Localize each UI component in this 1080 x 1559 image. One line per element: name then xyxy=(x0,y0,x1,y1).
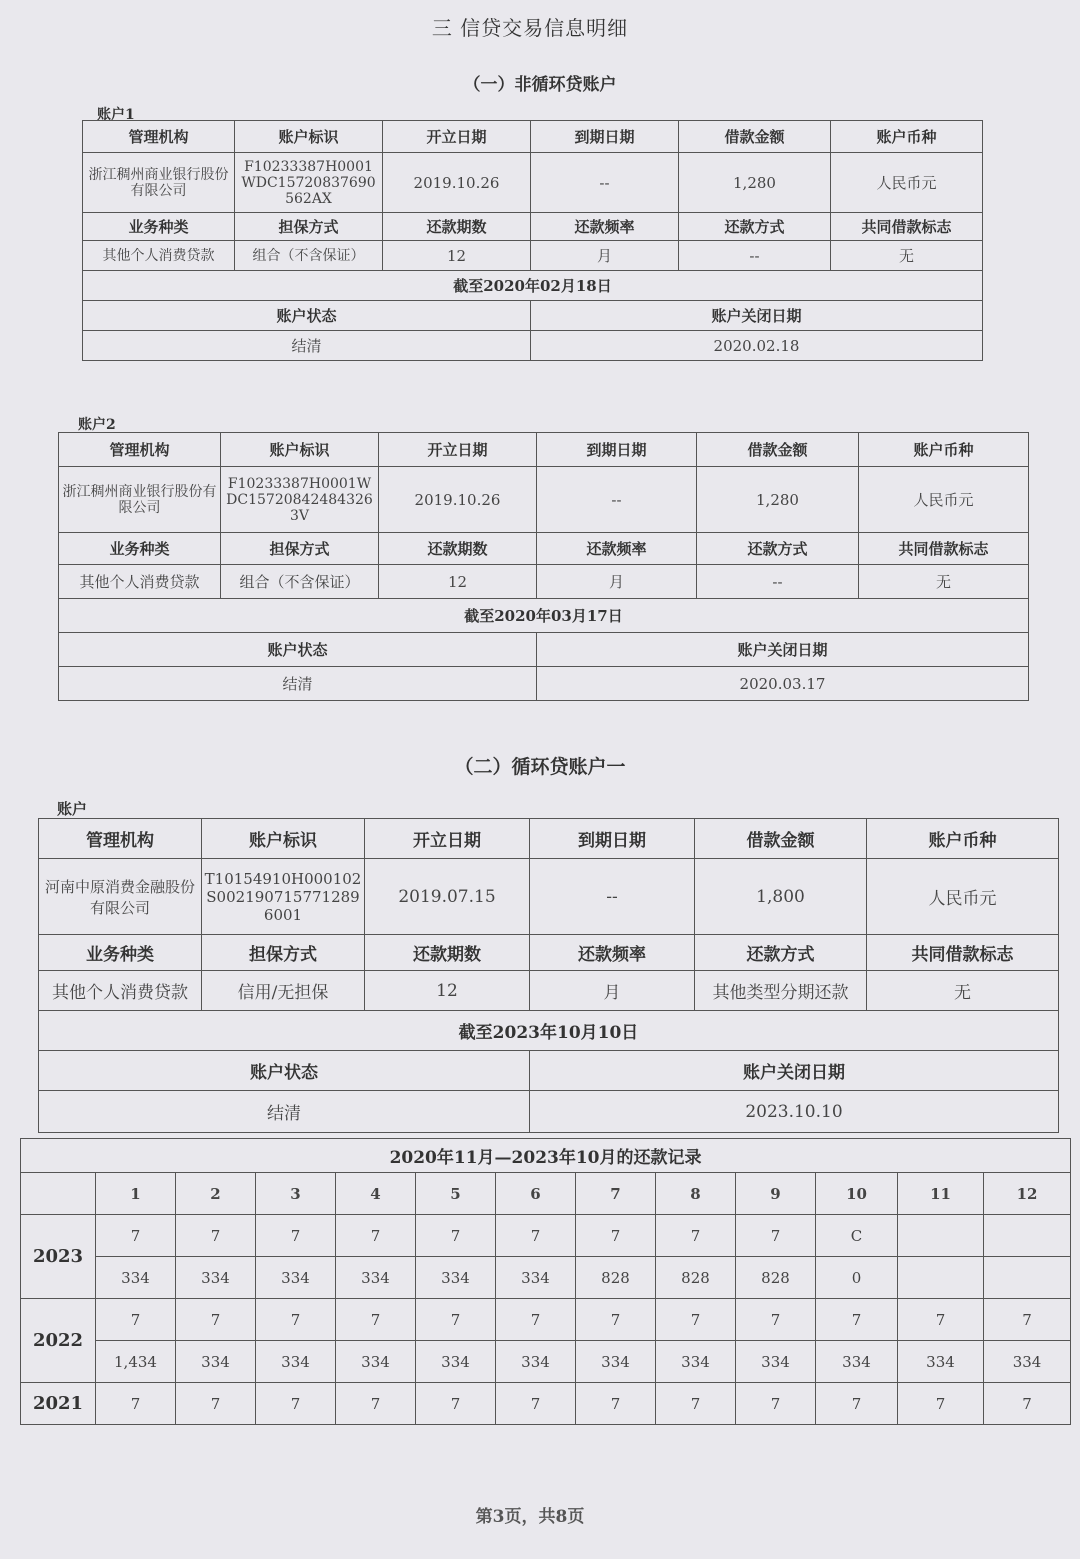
due-date-value: -- xyxy=(537,467,697,533)
business-type-value: 其他个人消费贷款 xyxy=(59,565,221,599)
status-value: 结清 xyxy=(39,1091,530,1133)
status-cell: 7 xyxy=(416,1299,496,1341)
page-number: 第3页，共8页 xyxy=(475,1507,585,1527)
guarantee-value: 组合（不含保证） xyxy=(235,241,383,271)
due-date-value: -- xyxy=(530,859,695,935)
header-joint: 共同借款标志 xyxy=(831,213,983,241)
open-date-value: 2019.07.15 xyxy=(365,859,530,935)
status-cell: 7 xyxy=(736,1215,816,1257)
month-header: 8 xyxy=(656,1173,736,1215)
month-header: 3 xyxy=(256,1173,336,1215)
header-currency: 账户币种 xyxy=(859,433,1029,467)
status-cell: 7 xyxy=(576,1383,656,1425)
due-date-value: -- xyxy=(531,153,679,213)
amount-cell: 0 xyxy=(816,1257,898,1299)
status-value: 结清 xyxy=(59,667,537,701)
header-id: 账户标识 xyxy=(202,819,365,859)
status-cell: 7 xyxy=(496,1383,576,1425)
status-value: 结清 xyxy=(83,331,531,361)
header-org: 管理机构 xyxy=(83,121,235,153)
close-date-value: 2023.10.10 xyxy=(530,1091,1059,1133)
periods-value: 12 xyxy=(365,971,530,1011)
header-joint: 共同借款标志 xyxy=(859,533,1029,565)
month-header: 9 xyxy=(736,1173,816,1215)
header-close-date: 账户关闭日期 xyxy=(531,301,983,331)
amount-cell xyxy=(984,1257,1071,1299)
status-cell xyxy=(898,1215,984,1257)
month-header: 5 xyxy=(416,1173,496,1215)
status-cell: 7 xyxy=(736,1383,816,1425)
header-close-date: 账户关闭日期 xyxy=(530,1051,1059,1091)
header-method: 还款方式 xyxy=(679,213,831,241)
month-header: 11 xyxy=(898,1173,984,1215)
header-amount: 借款金额 xyxy=(679,121,831,153)
header-open-date: 开立日期 xyxy=(365,819,530,859)
header-status: 账户状态 xyxy=(39,1051,530,1091)
month-header: 7 xyxy=(576,1173,656,1215)
joint-value: 无 xyxy=(859,565,1029,599)
as-of-date: 截至2023年10月10日 xyxy=(39,1011,1059,1051)
status-cell: 7 xyxy=(336,1215,416,1257)
header-business-type: 业务种类 xyxy=(59,533,221,565)
header-guarantee: 担保方式 xyxy=(202,935,365,971)
amount-cell: 1,434 xyxy=(96,1341,176,1383)
month-header: 4 xyxy=(336,1173,416,1215)
header-guarantee: 担保方式 xyxy=(235,213,383,241)
account-table xyxy=(82,120,983,361)
method-value: 其他类型分期还款 xyxy=(695,971,867,1011)
status-cell: 7 xyxy=(736,1299,816,1341)
header-frequency: 还款频率 xyxy=(530,935,695,971)
header-amount: 借款金额 xyxy=(697,433,859,467)
header-close-date: 账户关闭日期 xyxy=(537,633,1029,667)
periods-value: 12 xyxy=(383,241,531,271)
org-value: 河南中原消费金融股份有限公司 xyxy=(39,859,202,935)
amount-cell xyxy=(898,1257,984,1299)
section-title-revolving: （二）循环贷账户一 xyxy=(454,756,626,778)
guarantee-value: 信用/无担保 xyxy=(202,971,365,1011)
header-guarantee: 担保方式 xyxy=(221,533,379,565)
method-value: -- xyxy=(679,241,831,271)
header-due-date: 到期日期 xyxy=(531,121,679,153)
header-method: 还款方式 xyxy=(697,533,859,565)
account-id-value: F10233387H0001WDC157208424843263V xyxy=(221,467,379,533)
business-type-value: 其他个人消费贷款 xyxy=(83,241,235,271)
amount-cell: 828 xyxy=(576,1257,656,1299)
amount-cell: 334 xyxy=(816,1341,898,1383)
account-label: 账户1 xyxy=(97,107,135,123)
status-cell: 7 xyxy=(656,1383,736,1425)
status-cell: 7 xyxy=(656,1215,736,1257)
page-title: 三 信贷交易信息明细 xyxy=(431,16,629,40)
amount-cell: 828 xyxy=(656,1257,736,1299)
status-cell: 7 xyxy=(256,1383,336,1425)
header-amount: 借款金额 xyxy=(695,819,867,859)
periods-value: 12 xyxy=(379,565,537,599)
account-table xyxy=(58,432,1029,701)
open-date-value: 2019.10.26 xyxy=(379,467,537,533)
account-label: 账户 xyxy=(57,800,88,818)
amount-cell: 828 xyxy=(736,1257,816,1299)
header-periods: 还款期数 xyxy=(383,213,531,241)
month-header: 10 xyxy=(816,1173,898,1215)
header-frequency: 还款频率 xyxy=(531,213,679,241)
repayment-record-table xyxy=(20,1138,1071,1425)
status-cell: 7 xyxy=(96,1215,176,1257)
header-currency: 账户币种 xyxy=(831,121,983,153)
status-cell: 7 xyxy=(576,1299,656,1341)
amount-cell: 334 xyxy=(576,1341,656,1383)
amount-cell: 334 xyxy=(898,1341,984,1383)
status-cell: C xyxy=(816,1215,898,1257)
header-periods: 还款期数 xyxy=(365,935,530,971)
status-cell: 7 xyxy=(256,1215,336,1257)
year-label: 2021 xyxy=(21,1383,96,1425)
status-cell: 7 xyxy=(336,1299,416,1341)
status-cell: 7 xyxy=(576,1215,656,1257)
close-date-value: 2020.03.17 xyxy=(537,667,1029,701)
status-cell: 7 xyxy=(496,1215,576,1257)
month-header: 12 xyxy=(984,1173,1071,1215)
header-due-date: 到期日期 xyxy=(530,819,695,859)
amount-cell: 334 xyxy=(256,1341,336,1383)
as-of-date: 截至2020年03月17日 xyxy=(59,599,1029,633)
joint-value: 无 xyxy=(831,241,983,271)
close-date-value: 2020.02.18 xyxy=(531,331,983,361)
status-cell: 7 xyxy=(656,1299,736,1341)
status-cell: 7 xyxy=(898,1299,984,1341)
status-cell: 7 xyxy=(176,1383,256,1425)
amount-cell: 334 xyxy=(416,1257,496,1299)
as-of-date: 截至2020年02月18日 xyxy=(83,271,983,301)
amount-cell: 334 xyxy=(256,1257,336,1299)
account-label: 账户2 xyxy=(78,417,116,433)
header-id: 账户标识 xyxy=(235,121,383,153)
guarantee-value: 组合（不含保证） xyxy=(221,565,379,599)
amount-cell: 334 xyxy=(176,1341,256,1383)
status-cell: 7 xyxy=(96,1299,176,1341)
header-org: 管理机构 xyxy=(59,433,221,467)
status-cell: 7 xyxy=(898,1383,984,1425)
status-cell: 7 xyxy=(416,1383,496,1425)
status-cell: 7 xyxy=(984,1383,1071,1425)
amount-cell: 334 xyxy=(336,1257,416,1299)
amount-cell: 334 xyxy=(656,1341,736,1383)
amount-value: 1,280 xyxy=(697,467,859,533)
status-cell: 7 xyxy=(984,1299,1071,1341)
header-status: 账户状态 xyxy=(59,633,537,667)
status-cell: 7 xyxy=(496,1299,576,1341)
business-type-value: 其他个人消费贷款 xyxy=(39,971,202,1011)
corner-cell xyxy=(21,1173,96,1215)
header-method: 还款方式 xyxy=(695,935,867,971)
header-frequency: 还款频率 xyxy=(537,533,697,565)
header-open-date: 开立日期 xyxy=(383,121,531,153)
header-periods: 还款期数 xyxy=(379,533,537,565)
account-table xyxy=(38,818,1059,1133)
amount-cell: 334 xyxy=(336,1341,416,1383)
method-value: -- xyxy=(697,565,859,599)
status-cell: 7 xyxy=(816,1299,898,1341)
account-id-value: F10233387H0001WDC15720837690562AX xyxy=(235,153,383,213)
amount-cell: 334 xyxy=(496,1341,576,1383)
amount-cell: 334 xyxy=(496,1257,576,1299)
header-business-type: 业务种类 xyxy=(83,213,235,241)
currency-value: 人民币元 xyxy=(831,153,983,213)
amount-cell: 334 xyxy=(984,1341,1071,1383)
frequency-value: 月 xyxy=(531,241,679,271)
status-cell: 7 xyxy=(176,1215,256,1257)
header-due-date: 到期日期 xyxy=(537,433,697,467)
repayment-record-title: 2020年11月—2023年10月的还款记录 xyxy=(21,1139,1071,1173)
amount-cell: 334 xyxy=(176,1257,256,1299)
org-value: 浙江稠州商业银行股份有限公司 xyxy=(59,467,221,533)
month-header: 1 xyxy=(96,1173,176,1215)
open-date-value: 2019.10.26 xyxy=(383,153,531,213)
amount-cell: 334 xyxy=(736,1341,816,1383)
joint-value: 无 xyxy=(867,971,1059,1011)
header-org: 管理机构 xyxy=(39,819,202,859)
org-value: 浙江稠州商业银行股份有限公司 xyxy=(83,153,235,213)
header-currency: 账户币种 xyxy=(867,819,1059,859)
amount-value: 1,800 xyxy=(695,859,867,935)
status-cell: 7 xyxy=(256,1299,336,1341)
status-cell xyxy=(984,1215,1071,1257)
section-title-non-revolving: （一）非循环贷账户 xyxy=(463,75,617,95)
month-header: 2 xyxy=(176,1173,256,1215)
year-label: 2022 xyxy=(21,1299,96,1383)
amount-cell: 334 xyxy=(96,1257,176,1299)
account-id-value: T10154910H000102S0021907157712896001 xyxy=(202,859,365,935)
year-label: 2023 xyxy=(21,1215,96,1299)
header-open-date: 开立日期 xyxy=(379,433,537,467)
amount-value: 1,280 xyxy=(679,153,831,213)
frequency-value: 月 xyxy=(530,971,695,1011)
header-business-type: 业务种类 xyxy=(39,935,202,971)
status-cell: 7 xyxy=(816,1383,898,1425)
amount-cell: 334 xyxy=(416,1341,496,1383)
header-id: 账户标识 xyxy=(221,433,379,467)
header-joint: 共同借款标志 xyxy=(867,935,1059,971)
status-cell: 7 xyxy=(96,1383,176,1425)
frequency-value: 月 xyxy=(537,565,697,599)
currency-value: 人民币元 xyxy=(859,467,1029,533)
currency-value: 人民币元 xyxy=(867,859,1059,935)
status-cell: 7 xyxy=(336,1383,416,1425)
header-status: 账户状态 xyxy=(83,301,531,331)
status-cell: 7 xyxy=(416,1215,496,1257)
status-cell: 7 xyxy=(176,1299,256,1341)
month-header: 6 xyxy=(496,1173,576,1215)
